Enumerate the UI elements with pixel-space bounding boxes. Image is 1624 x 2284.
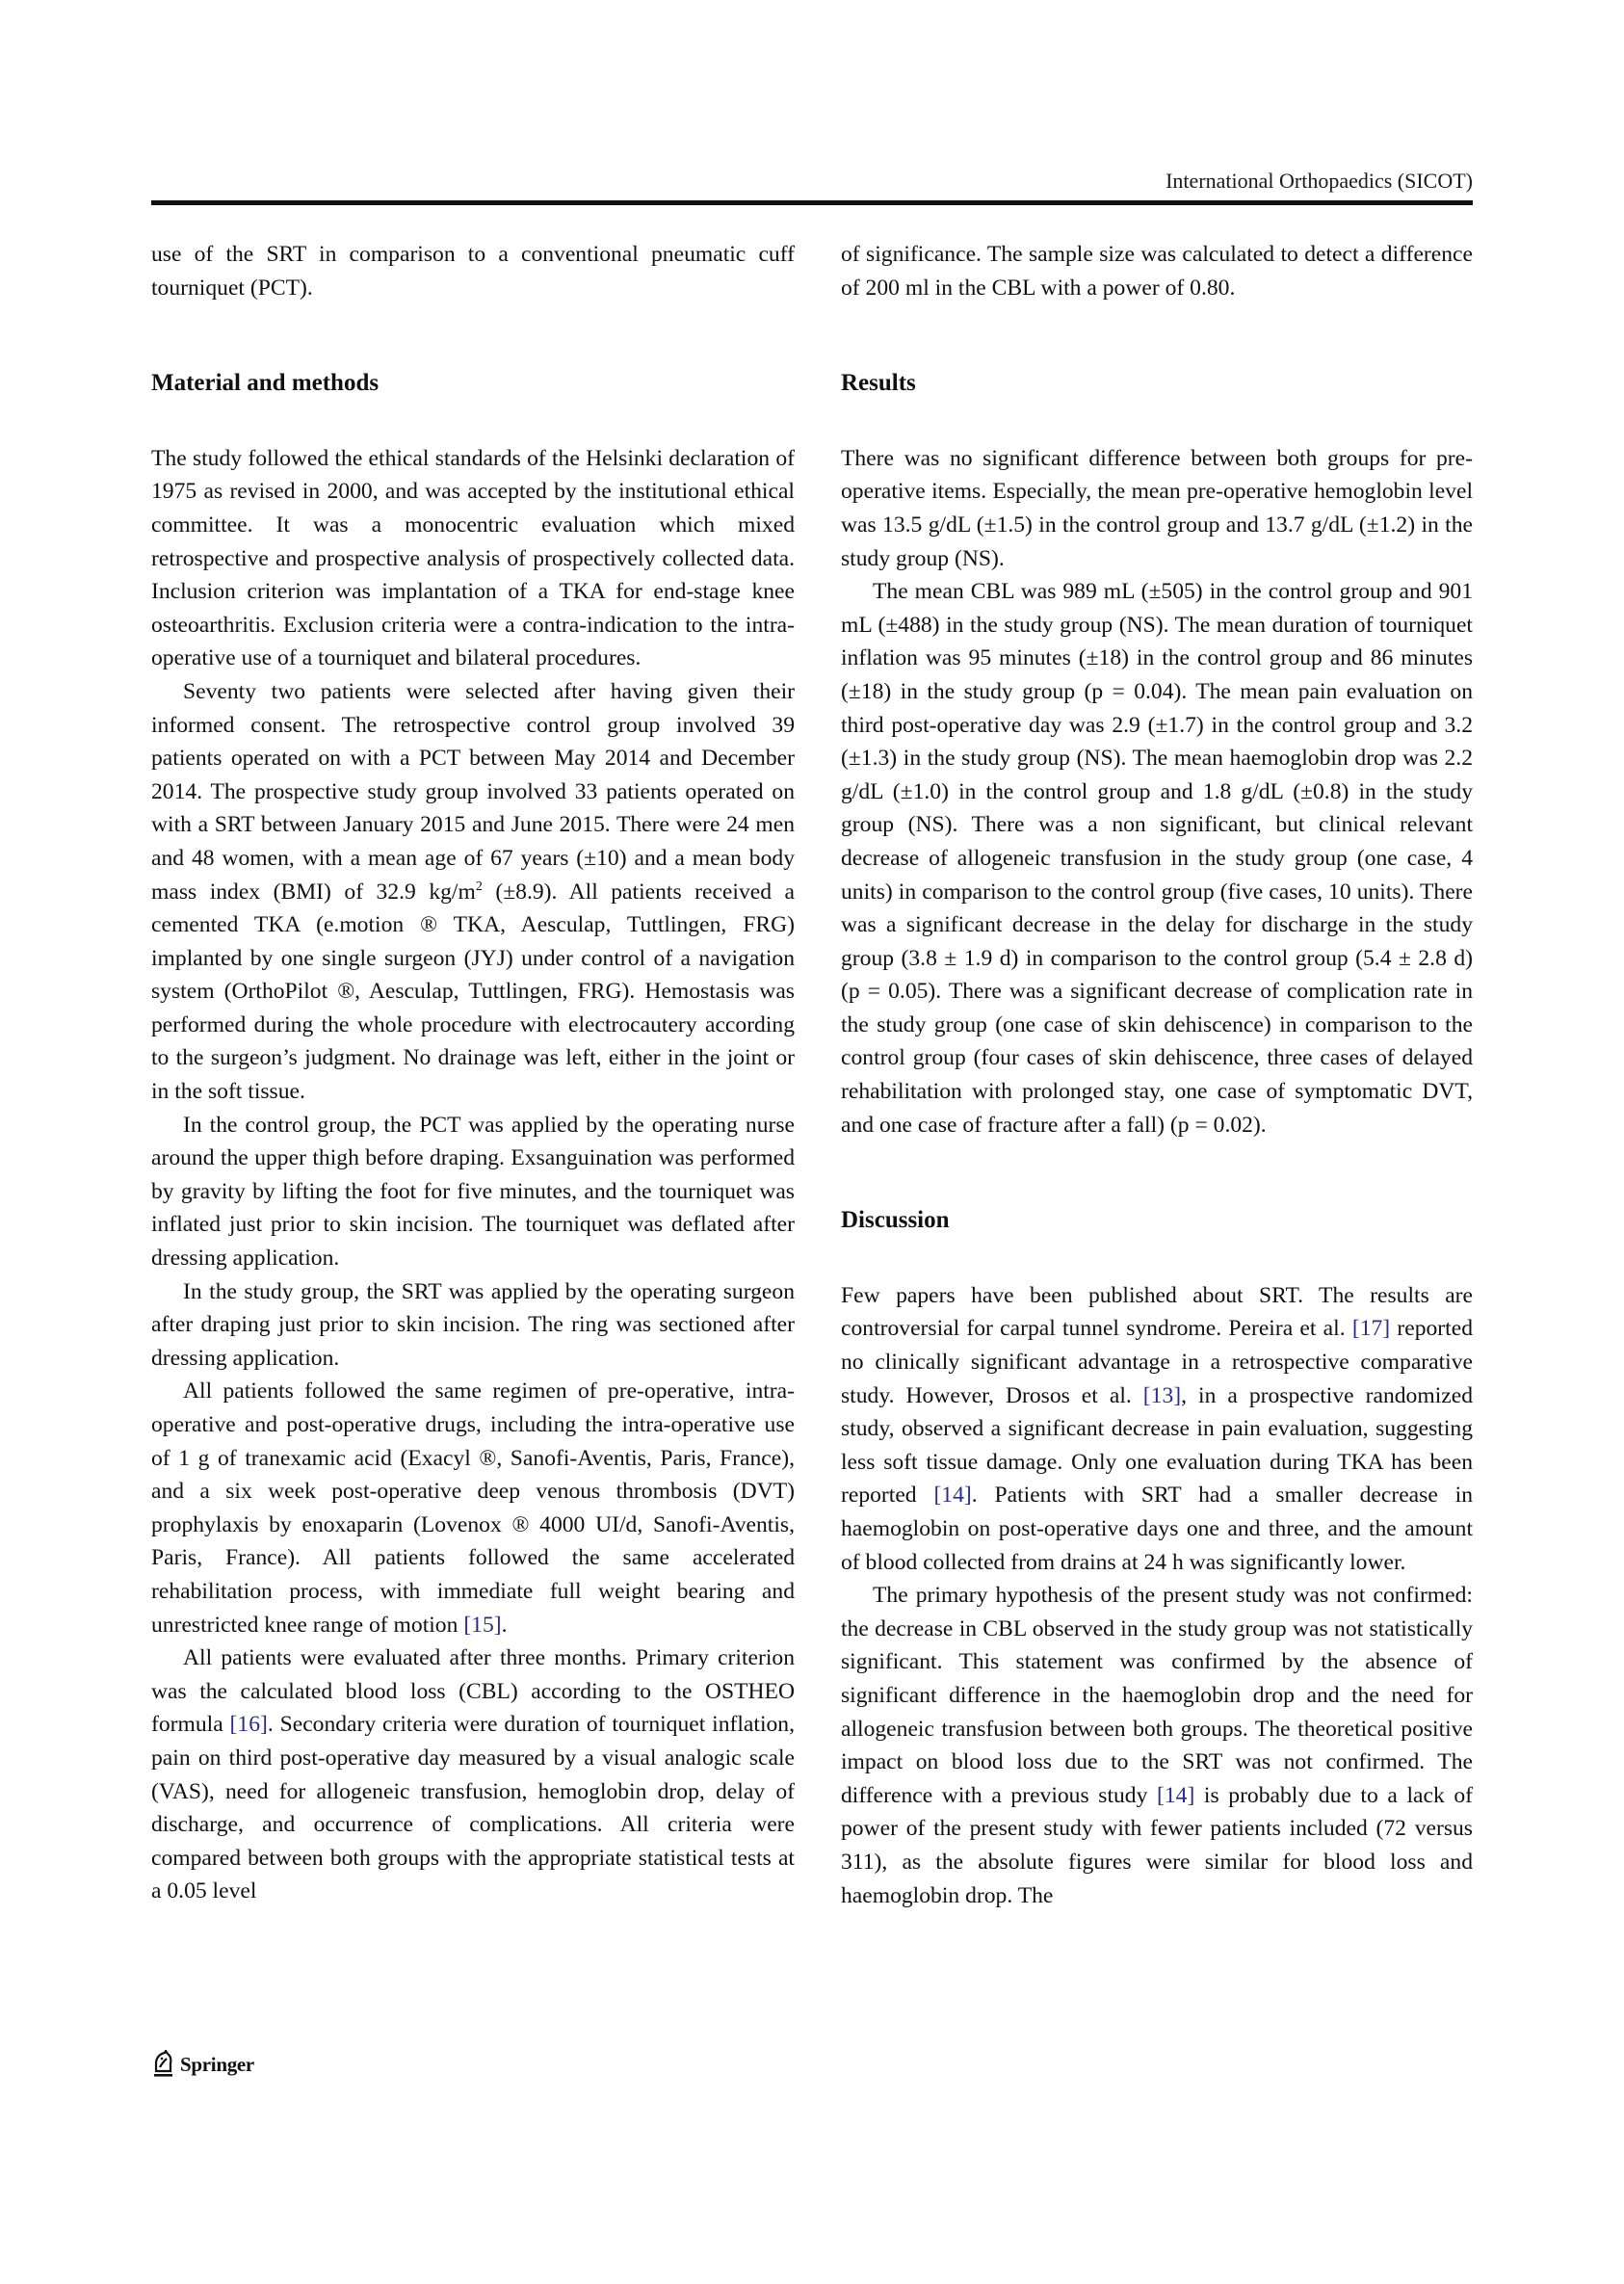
text-run: . — [501, 1612, 508, 1638]
text-run: Seventy two patients were selected after having given their informed consent. The retrospective control group involved 39 patients operated on with a PCT between May 2014 and December 2014. The prospective study group involved 33 patients operated on with a SRT between January 2015 and June 2015. There were 24 men and 48 women, with a mean age of 67 years (±10) and a mean body mass index (BMI) of 32.9 kg/m — [151, 678, 795, 905]
methods-paragraph-2 — [151, 675, 795, 1109]
right-column — [841, 238, 1473, 1912]
citation-link-15[interactable]: [15] — [463, 1612, 502, 1638]
header-rule — [151, 200, 1473, 205]
section-title-discussion: Discussion — [841, 1207, 950, 1234]
methods-paragraph-3: In the control group, the PCT was applied by the operating nurse around the upper thigh before draping. Exsanguination was performed by gravity by lifting the foot for five minutes, and the tourniquet was inflated just prior to skin incision. The tourniquet was deflated after dressing application. — [151, 1112, 795, 1272]
continuation-text: of significance. The sample size was calculated to detect a difference of 200 ml in the CBL with a power of 0.80. — [841, 242, 1473, 301]
text-run: The primary hypothesis of the present study was not confirmed: the decrease in CBL observed in the study group was not statistically significant. This statement was confirmed by the absence of significant difference in the haemoglobin drop and the need for allogeneic transfusion between both groups. The theoretical positive impact on blood loss due to the SRT was not confirmed. The difference with a previous study — [841, 1583, 1473, 1808]
springer-horse-icon — [151, 2050, 174, 2079]
citation-link-17[interactable]: [17] — [1351, 1316, 1391, 1342]
text-run: is probably due to a lack of power of the present study with fewer patients included (72 versus 311), as the absolute figures were similar for blood loss and haemoglobin drop. The — [841, 1782, 1474, 1908]
text-run: (±8.9). All patients received a cemented TKA (e.motion ® TKA, Aesculap, Tuttlingen, FRG) implanted by one single surgeon (JYJ) under control of a navigation system (OrthoPilot ®, Aesculap, Tuttlingen, FRG). Hemostasis was performed during the whole procedure with electrocautery according to the surgeon’s judgment. No drainage was left, either in the joint or in the soft tissue. — [151, 879, 795, 1105]
section-title-results: Results — [841, 370, 916, 397]
left-column — [151, 238, 795, 1908]
text-run: , in a prospective randomized study, observed a significant decrease in pain evaluation, suggesting less soft tissue damage. Only one evaluation during TKA has been reported — [841, 1382, 1474, 1509]
text-run: . Patients with SRT had a smaller decrease in haemoglobin on post-operative days one and three, and the amount of blood collected from drains at 24 h was significantly lower. — [841, 1483, 1473, 1575]
publisher-footer — [151, 2050, 254, 2079]
methods-paragraph-6 — [151, 1641, 795, 1908]
running-head-journal: International Orthopaedics (SICOT) — [1166, 169, 1473, 193]
results-paragraph-1: There was no significant difference between both groups for pre-operative items. Especially, the mean pre-operative hemoglobin level was 13.5 g/dL (±1.5) in the control group and 13.7 g/dL (±1.2) in the study group (NS). — [841, 445, 1473, 571]
text-run: Few papers have been published about SRT. The results are controversial for carpal tunnel syndrome. Pereira et al. — [841, 1282, 1473, 1342]
citation-link-16[interactable]: [16] — [229, 1712, 268, 1738]
results-paragraph-2: The mean CBL was 989 mL (±505) in the control group and 901 mL (±488) in the study group (NS). The mean duration of tourniquet inflation was 95 minutes (±18) in the control group and 86 minutes (±18) in the study group (p = 0.04). The mean pain evaluation on third post-operative day was 2.9 (±1.7) in the control group and 3.2 (±1.3) in the study group (NS). The mean haemoglobin drop was 2.2 g/dL (±1.0) in the control group and 1.8 g/dL (±0.8) in the study group (NS). There was a non significant, but clinical relevant decrease of allogeneic transfusion in the study group (one case, 4 units) in comparison to the control group (five cases, 10 units). There was a significant decrease in the delay for discharge in the study group (3.8 ± 1.9 d) in comparison to the control group (5.4 ± 2.8 d) (p = 0.05). There was a significant decrease of complication rate in the study group (one case of skin dehiscence) in comparison to the control group (four cases of skin dehiscence, three cases of delayed rehabilitation with prolonged stay, one case of symptomatic DVT, and one case of fracture after a fall) (p = 0.02). — [841, 579, 1473, 1138]
text-run: All patients were evaluated after three months. Primary criterion was the calculated blood loss (CBL) according to the OSTHEO formula — [151, 1645, 795, 1738]
continuation-text: use of the SRT in comparison to a conventional pneumatic cuff tourniquet (PCT). — [151, 242, 795, 301]
methods-paragraph-1: The study followed the ethical standards of the Helsinki declaration of 1975 as revised in 2000, and was accepted by the institutional ethical committee. It was a monocentric evaluation which mixed retrospective and prospective analysis of prospectively collected data. Inclusion criterion was implantation of a TKA for end-stage knee osteoarthritis. Exclusion criteria were a contra-indication to the intra-operative use of a tourniquet and bilateral procedures. — [151, 445, 795, 671]
superscript: 2 — [475, 879, 483, 894]
citation-link-13[interactable]: [13] — [1142, 1382, 1182, 1408]
text-run: . Secondary criteria were duration of tourniquet inflation, pain on third post-operative day measured by a visual analogic scale (VAS), need for allogeneic transfusion, hemoglobin drop, delay of discharge, and occurrence of complications. All criteria were compared between both groups with the appropriate statistical tests at a 0.05 level — [151, 1712, 795, 1904]
text-run: reported no clinically significant advantage in a retrospective comparative study. However, Drosos et al. — [841, 1316, 1473, 1408]
discussion-paragraph-1 — [841, 1279, 1473, 1579]
citation-link-14[interactable]: [14] — [1157, 1782, 1195, 1808]
text-run: All patients followed the same regimen of pre-operative, intra-operative and post-operative drugs, including the intra-operative use of 1 g of tranexamic acid (Exacyl ®, Sanofi-Aventis, Paris, France), and a six week post-operative deep venous thrombosis (DVT) prophylaxis by enoxaparin (Lovenox ® 4000 UI/d, Sanofi-Aventis, Paris, France). All patients followed the same accelerated rehabilitation process, with immediate full weight bearing and unrestricted knee range of motion — [151, 1378, 795, 1638]
methods-paragraph-5 — [151, 1375, 795, 1641]
section-title-methods: Material and methods — [151, 370, 380, 397]
citation-link-14[interactable]: [14] — [933, 1483, 972, 1509]
publisher-name: Springer — [180, 2052, 254, 2076]
methods-paragraph-4: In the study group, the SRT was applied by the operating surgeon after draping just prior to skin incision. The ring was sectioned after dressing application. — [151, 1278, 795, 1371]
discussion-paragraph-2 — [841, 1579, 1473, 1912]
